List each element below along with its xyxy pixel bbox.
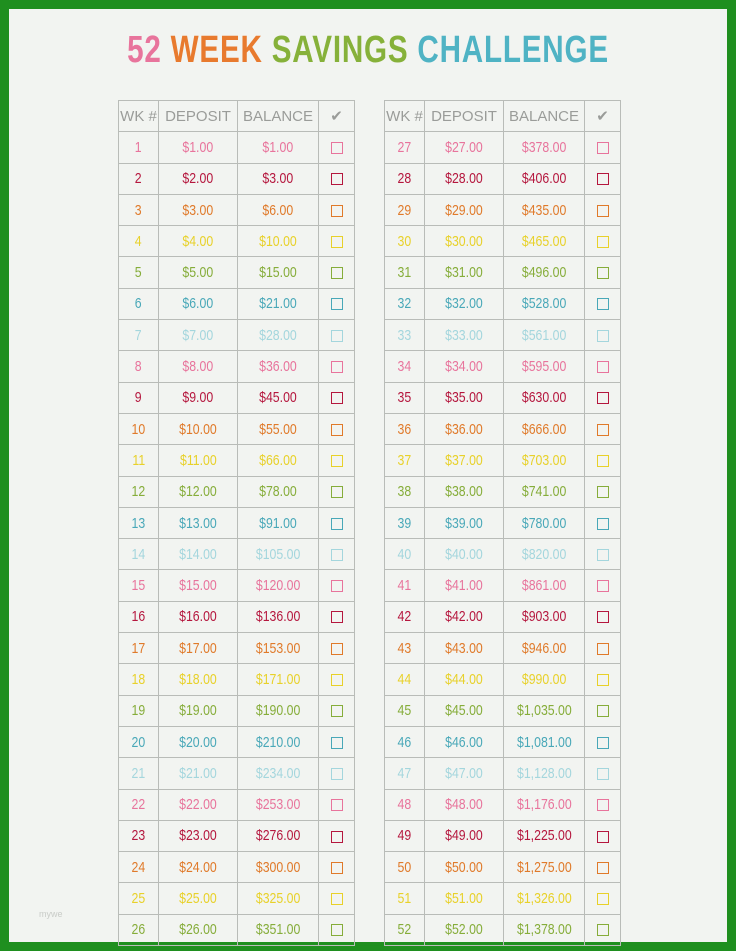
week-number: 34	[397, 358, 412, 376]
week-number: 19	[131, 702, 146, 720]
balance-amount: $378.00	[521, 138, 567, 156]
balance-amount: $1,035.00	[516, 702, 572, 720]
deposit-amount: $31.00	[445, 264, 483, 282]
checkbox[interactable]	[331, 768, 343, 780]
balance-amount: $1,378.00	[516, 921, 572, 939]
deposit-amount: $21.00	[179, 764, 217, 782]
balance-amount: $406.00	[521, 170, 567, 188]
title-part: SAVINGS	[271, 29, 418, 71]
table-row	[119, 633, 355, 664]
table-header-row	[385, 101, 621, 132]
table-row	[119, 695, 355, 726]
week-number: 18	[131, 670, 146, 688]
balance-amount: $325.00	[255, 890, 301, 908]
table-row	[119, 413, 355, 444]
week-number: 25	[131, 890, 146, 908]
balance-amount: $465.00	[521, 232, 567, 250]
deposit-amount: $18.00	[179, 670, 217, 688]
week-number: 43	[397, 639, 412, 657]
table-row	[119, 476, 355, 507]
checkbox[interactable]	[597, 455, 609, 467]
balance-amount: $561.00	[521, 326, 567, 344]
savings-table-left	[118, 100, 355, 946]
deposit-amount: $41.00	[445, 577, 483, 595]
deposit-amount: $36.00	[445, 420, 483, 438]
deposit-amount: $1.00	[182, 138, 214, 156]
week-number: 8	[135, 358, 142, 376]
header-deposit: DEPOSIT	[159, 101, 238, 132]
checkbox[interactable]	[331, 173, 343, 185]
deposit-amount: $47.00	[445, 764, 483, 782]
checkbox[interactable]	[331, 424, 343, 436]
deposit-amount: $12.00	[179, 483, 217, 501]
table-row	[385, 320, 621, 351]
header-week: WK #	[119, 101, 159, 132]
checkbox[interactable]	[331, 737, 343, 749]
deposit-amount: $13.00	[179, 514, 217, 532]
table-row	[385, 226, 621, 257]
table-row	[385, 852, 621, 883]
week-number: 4	[135, 232, 142, 250]
table-row	[119, 351, 355, 382]
deposit-amount: $48.00	[445, 796, 483, 814]
week-number: 31	[397, 264, 412, 282]
table-row	[119, 382, 355, 413]
balance-amount: $276.00	[255, 827, 301, 845]
savings-table-right	[384, 100, 621, 946]
balance-amount: $741.00	[521, 483, 567, 501]
checkbox[interactable]	[331, 862, 343, 874]
balance-amount: $55.00	[259, 420, 297, 438]
table-row	[119, 226, 355, 257]
deposit-amount: $52.00	[445, 921, 483, 939]
table-row	[119, 570, 355, 601]
balance-amount: $171.00	[255, 670, 301, 688]
checkbox[interactable]	[597, 924, 609, 936]
balance-amount: $45.00	[259, 389, 297, 407]
balance-amount: $666.00	[521, 420, 567, 438]
week-number: 36	[397, 420, 412, 438]
week-number: 45	[397, 702, 412, 720]
checkbox[interactable]	[331, 486, 343, 498]
week-number: 20	[131, 733, 146, 751]
deposit-amount: $8.00	[182, 358, 214, 376]
week-number: 13	[131, 514, 146, 532]
checkbox[interactable]	[597, 205, 609, 217]
deposit-amount: $3.00	[182, 201, 214, 219]
deposit-amount: $34.00	[445, 358, 483, 376]
checkbox[interactable]	[597, 737, 609, 749]
table-row	[119, 914, 355, 945]
week-number: 38	[397, 483, 412, 501]
checkbox[interactable]	[331, 518, 343, 530]
table-row	[119, 257, 355, 288]
deposit-amount: $51.00	[445, 890, 483, 908]
checkbox[interactable]	[331, 674, 343, 686]
checkbox[interactable]	[597, 674, 609, 686]
balance-amount: $234.00	[255, 764, 301, 782]
balance-amount: $91.00	[259, 514, 297, 532]
deposit-amount: $40.00	[445, 545, 483, 563]
checkbox[interactable]	[331, 580, 343, 592]
table-row	[119, 601, 355, 632]
week-number: 27	[397, 138, 412, 156]
title-part: CHALLENGE	[417, 29, 609, 71]
table-row	[385, 914, 621, 945]
balance-amount: $190.00	[255, 702, 301, 720]
balance-amount: $1,275.00	[516, 858, 572, 876]
checkbox[interactable]	[331, 455, 343, 467]
table-row	[385, 382, 621, 413]
table-row	[119, 507, 355, 538]
table-row	[119, 539, 355, 570]
table-row	[385, 445, 621, 476]
balance-amount: $990.00	[521, 670, 567, 688]
balance-amount: $946.00	[521, 639, 567, 657]
week-number: 5	[135, 264, 142, 282]
deposit-amount: $25.00	[179, 890, 217, 908]
table-row	[385, 351, 621, 382]
table-row	[385, 570, 621, 601]
table-row	[119, 664, 355, 695]
week-number: 6	[135, 295, 142, 313]
week-number: 46	[397, 733, 412, 751]
deposit-amount: $30.00	[445, 232, 483, 250]
balance-amount: $1.00	[262, 138, 294, 156]
week-number: 33	[397, 326, 412, 344]
balance-amount: $861.00	[521, 577, 567, 595]
checkbox[interactable]	[331, 205, 343, 217]
deposit-amount: $46.00	[445, 733, 483, 751]
table-row	[385, 695, 621, 726]
header-week: WK #	[385, 101, 425, 132]
checkbox[interactable]	[597, 173, 609, 185]
deposit-amount: $28.00	[445, 170, 483, 188]
balance-amount: $496.00	[521, 264, 567, 282]
week-number: 28	[397, 170, 412, 188]
checkbox[interactable]	[597, 518, 609, 530]
table-row	[385, 288, 621, 319]
week-number: 10	[131, 420, 146, 438]
deposit-amount: $27.00	[445, 138, 483, 156]
checkbox[interactable]	[331, 611, 343, 623]
deposit-amount: $33.00	[445, 326, 483, 344]
balance-amount: $136.00	[255, 608, 301, 626]
table-row	[119, 758, 355, 789]
week-number: 17	[131, 639, 146, 657]
table-row	[385, 726, 621, 757]
week-number: 51	[397, 890, 412, 908]
deposit-amount: $2.00	[182, 170, 214, 188]
checkbox[interactable]	[597, 486, 609, 498]
checkbox[interactable]	[597, 424, 609, 436]
balance-amount: $528.00	[521, 295, 567, 313]
week-number: 2	[135, 170, 142, 188]
week-number: 24	[131, 858, 146, 876]
deposit-amount: $9.00	[182, 389, 214, 407]
table-row	[119, 132, 355, 163]
balance-amount: $1,128.00	[516, 764, 572, 782]
checkbox[interactable]	[597, 330, 609, 342]
balance-amount: $120.00	[255, 577, 301, 595]
checkbox[interactable]	[331, 142, 343, 154]
header-checkmark-icon: ✔	[585, 101, 621, 132]
week-number: 48	[397, 796, 412, 814]
balance-amount: $15.00	[259, 264, 297, 282]
checkbox[interactable]	[331, 236, 343, 248]
balance-amount: $36.00	[259, 358, 297, 376]
week-number: 1	[135, 138, 142, 156]
checkbox[interactable]	[331, 924, 343, 936]
checkbox[interactable]	[597, 267, 609, 279]
deposit-amount: $37.00	[445, 451, 483, 469]
week-number: 14	[131, 545, 146, 563]
checkbox[interactable]	[597, 298, 609, 310]
table-row	[119, 288, 355, 319]
balance-amount: $21.00	[259, 295, 297, 313]
deposit-amount: $24.00	[179, 858, 217, 876]
checkbox[interactable]	[597, 831, 609, 843]
balance-amount: $1,176.00	[516, 796, 572, 814]
table-row	[385, 539, 621, 570]
watermark: mywe	[39, 909, 63, 919]
checkbox[interactable]	[597, 768, 609, 780]
week-number: 29	[397, 201, 412, 219]
deposit-amount: $17.00	[179, 639, 217, 657]
checkbox[interactable]	[597, 392, 609, 404]
week-number: 50	[397, 858, 412, 876]
checkbox[interactable]	[597, 549, 609, 561]
balance-amount: $1,326.00	[516, 890, 572, 908]
balance-amount: $903.00	[521, 608, 567, 626]
table-row	[119, 163, 355, 194]
table-row	[385, 758, 621, 789]
header-balance: BALANCE	[504, 101, 585, 132]
checkbox[interactable]	[597, 643, 609, 655]
week-number: 22	[131, 796, 146, 814]
week-number: 7	[135, 326, 142, 344]
table-row	[119, 726, 355, 757]
week-number: 23	[131, 827, 146, 845]
week-number: 35	[397, 389, 412, 407]
table-row	[385, 507, 621, 538]
week-number: 11	[132, 451, 145, 469]
table-row	[385, 132, 621, 163]
checkbox[interactable]	[331, 893, 343, 905]
balance-amount: $105.00	[255, 545, 301, 563]
balance-amount: $10.00	[259, 232, 297, 250]
week-number: 49	[397, 827, 412, 845]
balance-amount: $351.00	[255, 921, 301, 939]
checkbox[interactable]	[597, 361, 609, 373]
title-part: 52	[127, 29, 171, 71]
checkbox[interactable]	[597, 611, 609, 623]
checkbox[interactable]	[331, 330, 343, 342]
checkbox[interactable]	[597, 893, 609, 905]
week-number: 44	[397, 670, 412, 688]
deposit-amount: $49.00	[445, 827, 483, 845]
deposit-amount: $38.00	[445, 483, 483, 501]
deposit-amount: $44.00	[445, 670, 483, 688]
deposit-amount: $43.00	[445, 639, 483, 657]
checkbox[interactable]	[331, 549, 343, 561]
checkbox[interactable]	[597, 705, 609, 717]
deposit-amount: $20.00	[179, 733, 217, 751]
checkbox[interactable]	[331, 267, 343, 279]
table-row	[385, 194, 621, 225]
balance-amount: $630.00	[521, 389, 567, 407]
table-row	[385, 163, 621, 194]
table-row	[119, 852, 355, 883]
checkbox[interactable]	[597, 236, 609, 248]
checkbox[interactable]	[331, 361, 343, 373]
table-row	[385, 883, 621, 914]
balance-amount: $66.00	[259, 451, 297, 469]
table-row	[119, 445, 355, 476]
table-row	[119, 320, 355, 351]
table-row	[119, 194, 355, 225]
table-row	[119, 789, 355, 820]
table-header-row	[119, 101, 355, 132]
balance-amount: $3.00	[262, 170, 294, 188]
deposit-amount: $5.00	[182, 264, 214, 282]
checkbox[interactable]	[331, 799, 343, 811]
deposit-amount: $16.00	[179, 608, 217, 626]
checkbox[interactable]	[597, 799, 609, 811]
week-number: 39	[397, 514, 412, 532]
deposit-amount: $22.00	[179, 796, 217, 814]
week-number: 21	[131, 764, 146, 782]
balance-amount: $1,225.00	[516, 827, 572, 845]
week-number: 9	[135, 389, 142, 407]
checkbox[interactable]	[331, 392, 343, 404]
deposit-amount: $39.00	[445, 514, 483, 532]
checkbox[interactable]	[331, 298, 343, 310]
checkbox[interactable]	[331, 831, 343, 843]
table-row	[385, 476, 621, 507]
checkbox[interactable]	[331, 705, 343, 717]
title-part: WEEK	[170, 29, 272, 71]
deposit-amount: $26.00	[179, 921, 217, 939]
balance-amount: $595.00	[521, 358, 567, 376]
week-number: 15	[131, 577, 146, 595]
balance-amount: $1,081.00	[516, 733, 572, 751]
deposit-amount: $50.00	[445, 858, 483, 876]
deposit-amount: $23.00	[179, 827, 217, 845]
week-number: 26	[131, 921, 146, 939]
week-number: 3	[135, 201, 142, 219]
table-row	[385, 257, 621, 288]
balance-amount: $300.00	[255, 858, 301, 876]
balance-amount: $6.00	[262, 201, 294, 219]
deposit-amount: $45.00	[445, 702, 483, 720]
table-row	[385, 413, 621, 444]
table-row	[119, 883, 355, 914]
deposit-amount: $10.00	[179, 420, 217, 438]
balance-amount: $253.00	[255, 796, 301, 814]
balance-amount: $435.00	[521, 201, 567, 219]
week-number: 42	[397, 608, 412, 626]
table-row	[385, 664, 621, 695]
table-row	[385, 820, 621, 851]
balance-amount: $28.00	[259, 326, 297, 344]
deposit-amount: $19.00	[179, 702, 217, 720]
header-checkmark-icon: ✔	[319, 101, 355, 132]
week-number: 32	[397, 295, 412, 313]
week-number: 30	[397, 232, 412, 250]
checkbox[interactable]	[597, 862, 609, 874]
balance-amount: $703.00	[521, 451, 567, 469]
page-title	[88, 29, 648, 72]
deposit-amount: $42.00	[445, 608, 483, 626]
deposit-amount: $11.00	[179, 451, 217, 469]
checkbox[interactable]	[597, 142, 609, 154]
header-deposit: DEPOSIT	[425, 101, 504, 132]
checkbox[interactable]	[331, 643, 343, 655]
deposit-amount: $4.00	[182, 232, 214, 250]
week-number: 37	[397, 451, 412, 469]
deposit-amount: $29.00	[445, 201, 483, 219]
week-number: 12	[131, 483, 146, 501]
week-number: 16	[131, 608, 146, 626]
balance-amount: $78.00	[259, 483, 297, 501]
deposit-amount: $35.00	[445, 389, 483, 407]
balance-amount: $820.00	[521, 545, 567, 563]
table-row	[385, 601, 621, 632]
deposit-amount: $15.00	[179, 577, 217, 595]
table-row	[385, 789, 621, 820]
checkbox[interactable]	[597, 580, 609, 592]
week-number: 41	[397, 577, 412, 595]
table-row	[119, 820, 355, 851]
deposit-amount: $14.00	[179, 545, 217, 563]
week-number: 47	[397, 764, 412, 782]
week-number: 40	[397, 545, 412, 563]
deposit-amount: $6.00	[182, 295, 214, 313]
deposit-amount: $32.00	[445, 295, 483, 313]
header-balance: BALANCE	[238, 101, 319, 132]
table-row	[385, 633, 621, 664]
week-number: 52	[397, 921, 412, 939]
balance-amount: $153.00	[255, 639, 301, 657]
deposit-amount: $7.00	[182, 326, 214, 344]
balance-amount: $210.00	[255, 733, 301, 751]
balance-amount: $780.00	[521, 514, 567, 532]
